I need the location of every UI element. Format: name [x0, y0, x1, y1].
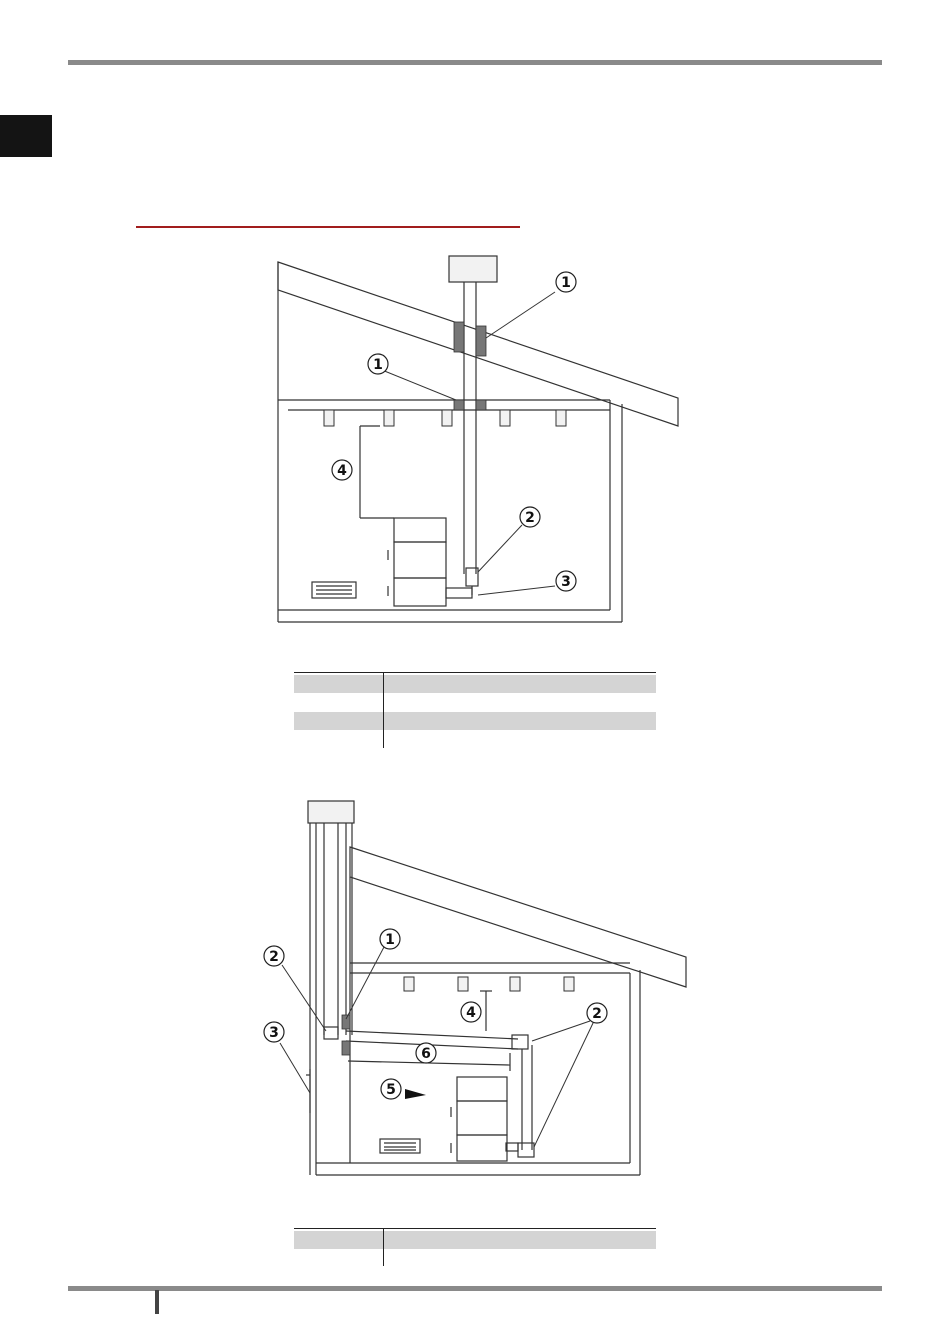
- callout-4: 4: [466, 1005, 476, 1021]
- figure-vertical-flue: [260, 250, 690, 630]
- callout-6: 6: [421, 1046, 431, 1062]
- callout-2: 2: [269, 949, 279, 965]
- chapter-tab: [0, 115, 52, 157]
- legend-row: [294, 675, 656, 693]
- legend-table: [294, 672, 656, 748]
- callout-2: 2: [525, 510, 535, 526]
- callout-1: 1: [385, 932, 395, 948]
- legend-row: [294, 712, 656, 730]
- callout-1: 1: [561, 275, 571, 291]
- callout-5: 5: [386, 1082, 396, 1098]
- callout-3: 3: [561, 574, 571, 590]
- footer-rule: [68, 1286, 882, 1291]
- callout-1: 1: [373, 357, 383, 373]
- callout-3: 3: [269, 1025, 279, 1041]
- callout-2: 2: [592, 1006, 602, 1022]
- footer-page-marker: [155, 1290, 159, 1314]
- figure-wall-flue: [250, 795, 700, 1180]
- legend-table: [294, 1228, 656, 1266]
- callout-4: 4: [337, 463, 347, 479]
- header-rule: [68, 60, 882, 65]
- legend-row: [294, 1231, 656, 1249]
- section-underline: [136, 226, 520, 228]
